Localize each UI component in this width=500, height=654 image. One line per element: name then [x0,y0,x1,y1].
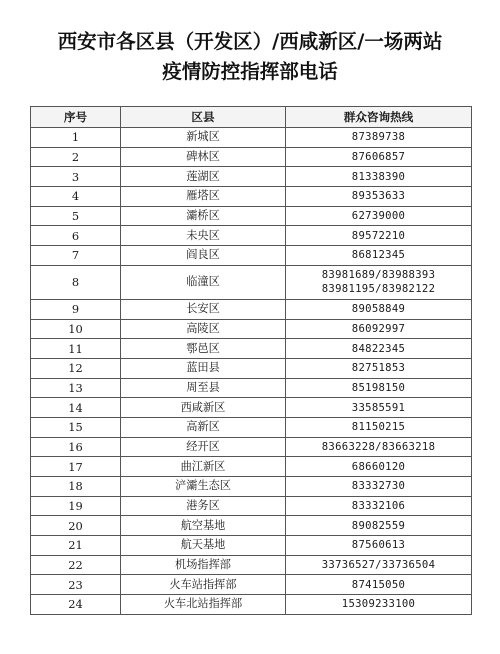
row-district: 未央区 [121,226,286,246]
row-district: 机场指挥部 [121,555,286,575]
row-serial-number: 24 [31,595,121,615]
table-row [31,417,472,437]
row-serial-number: 14 [31,398,121,418]
table-row [31,378,472,398]
row-hotline [286,417,472,437]
phone-number: 83981195/83982122 [321,283,436,296]
table-row [31,496,472,516]
phone-number: 81338390 [351,170,406,183]
row-district: 经开区 [121,437,286,457]
row-hotline [286,457,472,477]
row-serial-number: 9 [31,299,121,319]
table-header-row [31,107,472,128]
table-row [31,457,472,477]
phone-number: 85198150 [351,381,406,394]
row-district: 火车站指挥部 [121,575,286,595]
row-serial-number: 13 [31,378,121,398]
row-hotline [286,187,472,207]
row-hotline [286,496,472,516]
table-row [31,398,472,418]
table-row [31,358,472,378]
row-district: 港务区 [121,496,286,516]
row-serial-number: 7 [31,246,121,266]
phone-number: 62739000 [351,210,406,223]
row-hotline [286,147,472,167]
row-district: 碑林区 [121,147,286,167]
row-hotline [286,536,472,556]
table-row [31,147,472,167]
table-row [31,536,472,556]
table-row [31,128,472,148]
row-serial-number: 15 [31,417,121,437]
phone-number: 68660120 [351,460,406,473]
phone-number: 87415050 [351,578,406,591]
phone-number: 83981689/83988393 [321,269,436,282]
table-row [31,167,472,187]
row-serial-number: 3 [31,167,121,187]
row-serial-number: 19 [31,496,121,516]
table-row [31,477,472,497]
row-district: 西咸新区 [121,398,286,418]
phone-number: 15309233100 [341,598,416,611]
phone-number: 89353633 [351,190,406,203]
phone-number: 86092997 [351,322,406,335]
row-serial-number: 23 [31,575,121,595]
table-row [31,299,472,319]
row-district: 新城区 [121,128,286,148]
row-hotline [286,319,472,339]
hotline-table [30,106,472,615]
table-row [31,555,472,575]
row-hotline [286,437,472,457]
row-hotline [286,206,472,226]
row-district: 临潼区 [121,265,286,299]
row-hotline [286,246,472,266]
row-serial-number: 5 [31,206,121,226]
row-district: 蓝田县 [121,358,286,378]
row-serial-number: 17 [31,457,121,477]
table-row [31,226,472,246]
row-district: 阎良区 [121,246,286,266]
table-row [31,575,472,595]
row-district: 莲湖区 [121,167,286,187]
table-row [31,437,472,457]
table-row [31,187,472,207]
row-serial-number: 22 [31,555,121,575]
phone-number: 87606857 [351,151,406,164]
phone-number: 82751853 [351,362,406,375]
row-hotline [286,555,472,575]
phone-number: 33736527/33736504 [321,559,436,572]
row-hotline [286,167,472,187]
phone-number: 84822345 [351,342,406,355]
row-district: 高陵区 [121,319,286,339]
page-title: 西安市各区县（开发区）/西咸新区/一场两站 [57,30,443,53]
phone-number: 89058849 [351,303,406,316]
phone-number: 83332106 [351,500,406,513]
row-serial-number: 4 [31,187,121,207]
row-district: 火车北站指挥部 [121,595,286,615]
row-hotline [286,128,472,148]
table-row [31,206,472,226]
row-district: 雁塔区 [121,187,286,207]
row-hotline [286,299,472,319]
row-district: 曲江新区 [121,457,286,477]
phone-number: 89572210 [351,229,406,242]
row-district: 航天基地 [121,536,286,556]
row-serial-number: 20 [31,516,121,536]
header-hotline: 群众咨询热线 [286,107,472,128]
row-district: 周至县 [121,378,286,398]
row-hotline [286,516,472,536]
row-district: 灞桥区 [121,206,286,226]
row-serial-number: 10 [31,319,121,339]
row-serial-number: 18 [31,477,121,497]
header-district: 区县 [121,107,286,128]
phone-number: 81150215 [351,421,406,434]
header-serial-number: 序号 [31,107,121,128]
row-hotline [286,398,472,418]
phone-number: 33585591 [351,401,406,414]
page-subtitle: 疫情防控指挥部电话 [162,60,338,83]
row-serial-number: 21 [31,536,121,556]
table-row [31,516,472,536]
table-row [31,246,472,266]
phone-number: 87389738 [351,131,406,144]
row-hotline [286,226,472,246]
row-serial-number: 1 [31,128,121,148]
row-serial-number: 11 [31,339,121,359]
row-hotline [286,358,472,378]
row-hotline [286,477,472,497]
phone-number: 87560613 [351,539,406,552]
table-row [31,265,472,299]
phone-number: 83332730 [351,480,406,493]
phone-number: 86812345 [351,249,406,262]
row-hotline [286,595,472,615]
row-district: 鄠邑区 [121,339,286,359]
row-hotline [286,339,472,359]
row-serial-number: 12 [31,358,121,378]
row-serial-number: 2 [31,147,121,167]
table-row [31,595,472,615]
row-district: 浐灞生态区 [121,477,286,497]
table-row [31,319,472,339]
row-serial-number: 6 [31,226,121,246]
row-serial-number: 8 [31,265,121,299]
phone-number: 89082559 [351,519,406,532]
row-hotline [286,378,472,398]
row-district: 航空基地 [121,516,286,536]
row-hotline [286,265,472,299]
row-hotline [286,575,472,595]
table-row [31,339,472,359]
row-district: 长安区 [121,299,286,319]
phone-number: 83663228/83663218 [321,440,436,453]
row-serial-number: 16 [31,437,121,457]
row-district: 高新区 [121,417,286,437]
